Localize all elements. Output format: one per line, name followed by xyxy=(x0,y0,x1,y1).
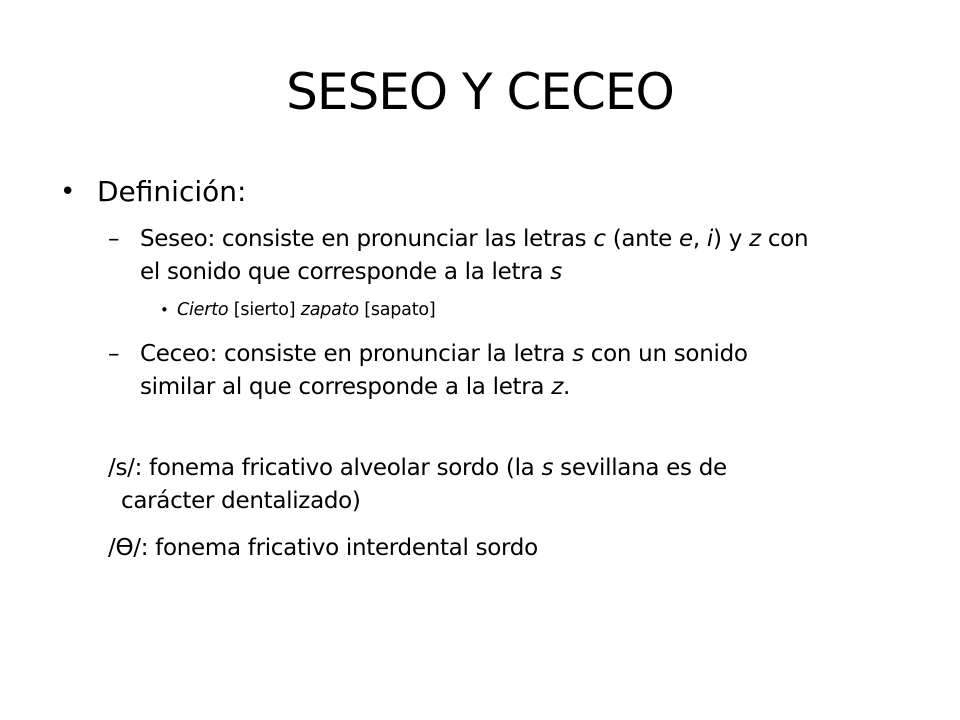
ceceo-item xyxy=(108,338,908,404)
seseo-example-item xyxy=(160,293,436,327)
phoneme-theta-definition xyxy=(108,532,908,565)
phoneme-s-line-1: /s/: fonema fricativo alveolar sordo (la s sevillana es de xyxy=(108,455,727,481)
dash-icon: – xyxy=(108,341,120,367)
ceceo-line-2: similar al que corresponde a la letra z. xyxy=(140,374,571,400)
seseo-line-1: Seseo: consiste en pronunciar las letras c (ante e, i) y z con xyxy=(140,226,809,252)
seseo-example-text: Cierto [sierto] zapato [sapato] xyxy=(177,300,436,320)
definition-label: Definición: xyxy=(97,175,247,208)
seseo-item xyxy=(108,223,908,289)
seseo-line-2: el sonido que corresponde a la letra s xyxy=(140,259,562,285)
phoneme-s-line-2: carácter dentalizado) xyxy=(121,488,361,514)
phoneme-theta-line-1: /Ɵ/: fonema fricativo interdental sordo xyxy=(108,535,538,561)
slide-title: SESEO Y CECEO xyxy=(286,63,674,121)
dash-icon: – xyxy=(108,226,120,252)
ceceo-text xyxy=(140,338,908,404)
bullet-icon: • xyxy=(160,301,169,319)
phoneme-s-definition xyxy=(108,452,908,518)
bullet-icon: • xyxy=(60,177,76,207)
seseo-text xyxy=(140,223,908,289)
ceceo-line-1: Ceceo: consiste en pronunciar la letra s con un sonido xyxy=(140,341,748,367)
